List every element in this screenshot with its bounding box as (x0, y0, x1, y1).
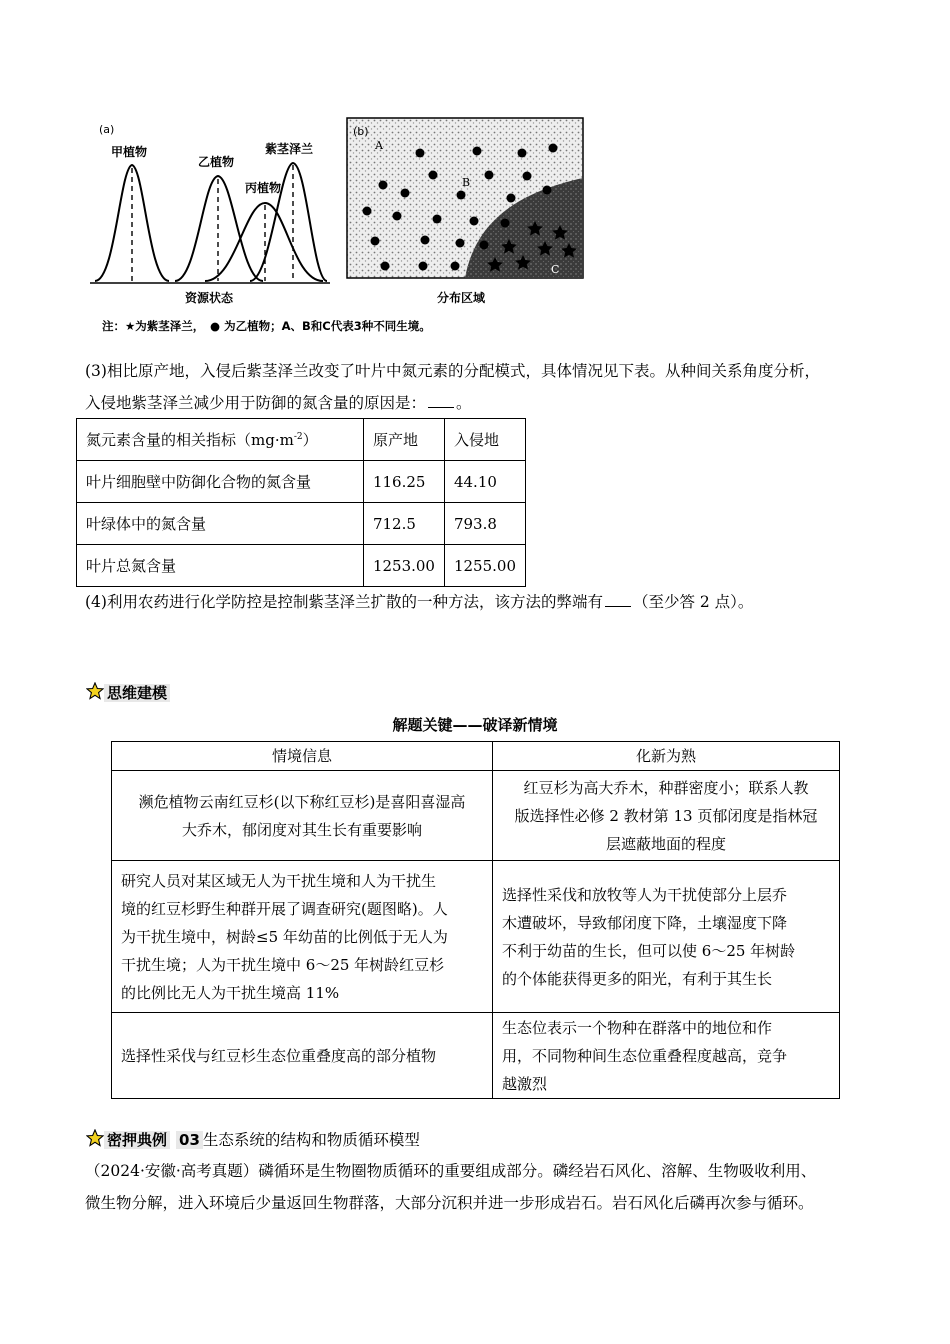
q3-answer-blank (428, 393, 454, 408)
modeling-table-title: 解题关键——破译新情境 (392, 716, 558, 734)
table-header-origin: 原产地 (363, 419, 444, 461)
table-header-indicator: 氮元素含量的相关指标$(mg\cdot m^{-2})$ (77, 419, 364, 461)
row-origin: 116.25 (363, 461, 444, 503)
table-header-row (77, 419, 526, 461)
q4-end: （至少答 2 点）。 (632, 593, 754, 611)
table-row (77, 461, 526, 503)
example-heading-num: 03 (176, 1131, 203, 1149)
row-invaded: 1255.00 (444, 545, 525, 587)
curve-bing (205, 203, 323, 281)
example-line1: （2024·安徽·高考真题）磷循环是生物圈物质循环的重要组成部分。磷经岩石风化、溶解、生物吸收利用、 (85, 1162, 817, 1180)
row-origin: 712.5 (363, 503, 444, 545)
panel-b-xlabel: 分布区域 (437, 291, 486, 305)
convert-cell: 红豆杉为高大乔木，种群密度小；联系人教 版选择性必修 2 教材第 13 页郁闭度是指林冠 层遮蔽地面的程度 (493, 771, 840, 861)
region-b-label: B (462, 176, 471, 189)
info-cell: 濒危植物云南红豆杉(以下称红豆杉)是喜阳喜湿高 大乔木，郁闭度对其生长有重要影响 (112, 771, 493, 861)
row-origin: 1253.00 (363, 545, 444, 587)
row-label: 叶片总氮含量 (77, 545, 364, 587)
convert-cell: 选择性采伐和放牧等人为干扰使部分上层乔 木遭破坏，导致郁闭度下降，土壤湿度下降 不利于幼苗的生长，但可以使 6～25 年树龄 的个体能获得更多的阳光，有利于其生长 (493, 861, 840, 1013)
region-c-label: C (551, 263, 560, 276)
figure-svg (85, 113, 605, 338)
label-jia: 甲植物 (111, 145, 148, 159)
row-label: 叶片细胞壁中防御化合物的氮含量 (77, 461, 364, 503)
label-zijingzelan: 紫茎泽兰 (265, 142, 314, 156)
region-a-label: A (375, 139, 383, 152)
q4-text: (4)利用农药进行化学防控是控制紫茎泽兰扩散的一种方法，该方法的弊端有 (85, 593, 603, 611)
convert-cell: 生态位表示一个物种在群落中的地位和作 用，不同物种间生态位重叠程度越高，竞争 越激烈 (493, 1013, 840, 1099)
row-invaded: 793.8 (444, 503, 525, 545)
table-row (77, 545, 526, 587)
table-row (77, 503, 526, 545)
col-header-convert: 化新为熟 (493, 742, 840, 771)
panel-b-tag: (b) (353, 125, 369, 138)
star-icon (86, 1129, 104, 1147)
table-row (112, 861, 840, 1013)
modeling-header-row (112, 742, 840, 771)
q3-line2 (85, 390, 472, 416)
panel-a-xlabel: 资源状态 (185, 291, 234, 305)
q4-answer-blank (605, 592, 631, 607)
label-bing: 丙植物 (245, 181, 282, 195)
ecology-figure (85, 113, 605, 338)
q4-line (85, 589, 753, 615)
panel-a-tag: (a) (99, 123, 115, 136)
q3-line2-end: 。 (456, 394, 472, 412)
star-icon (86, 682, 104, 700)
row-invaded: 44.10 (444, 461, 525, 503)
example-heading-prefix: 密押典例 (104, 1131, 170, 1149)
info-cell: 选择性采伐与红豆杉生态位重叠度高的部分植物 (112, 1013, 493, 1099)
table-row (112, 1013, 840, 1099)
example-heading (86, 1128, 420, 1150)
modeling-heading-text: 思维建模 (104, 684, 170, 702)
label-yi: 乙植物 (198, 155, 235, 169)
modeling-table (111, 741, 840, 1099)
nitrogen-table (76, 418, 526, 587)
figure-note: 注：★为紫茎泽兰， ● 为乙植物；A、B和C代表3种不同生境。 (102, 319, 431, 333)
table-header-invaded: 入侵地 (444, 419, 525, 461)
col-header-info: 情境信息 (112, 742, 493, 771)
info-cell: 研究人员对某区域无人为干扰生境和人为干扰生 境的红豆杉野生种群开展了调查研究(题图略)。人 为干扰生境中，树龄≤5 年幼苗的比例低于无人为 干扰生境；人为干扰生境中 6～25 年树龄红豆杉 的比例比无人为干扰生境高 11% (112, 861, 493, 1013)
row-label: 叶绿体中的氮含量 (77, 503, 364, 545)
table-row (112, 771, 840, 861)
q3-line2-text: 入侵地紫茎泽兰减少用于防御的氮含量的原因是： (85, 394, 427, 412)
q3-line1: (3)相比原产地，入侵后紫茎泽兰改变了叶片中氮元素的分配模式，具体情况见下表。从种间关系角度分析， (85, 362, 820, 380)
example-line2: 微生物分解，进入环境后少量返回生物群落，大部分沉积并进一步形成岩石。岩石风化后磷再次参与循环。 (85, 1194, 814, 1212)
modeling-heading (86, 682, 170, 703)
example-heading-title: 生态系统的结构和物质循环模型 (202, 1131, 420, 1149)
